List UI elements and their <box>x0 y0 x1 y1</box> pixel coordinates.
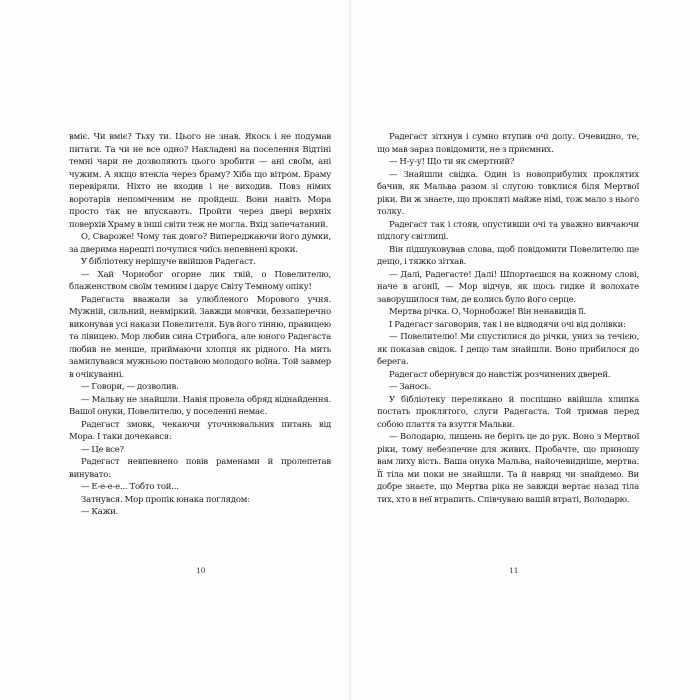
paragraph: — Н-у-у! Що ти як смертний? <box>389 157 515 167</box>
paragraph: Він підшуковував слова, щоб повідомити Повелителю ще дещо, і тяжко зітхав. <box>377 244 639 267</box>
paragraph: — Кажи. <box>81 507 119 517</box>
paragraph: — Це все? <box>81 444 124 455</box>
paragraph: — Мальву не знайшли. Навія провела обряд віднайдення. Вашої онуки, Повелителю, у поселенні немає. <box>69 394 331 417</box>
paragraph: Радегаст змовк, чекаючи уточнювальних питань від Мора. І таки дочекався: <box>69 419 331 442</box>
paragraph: У бібліотеку нерішуче ввійшов Радегаст. <box>81 257 256 267</box>
paragraph: І Радегаст заговорив, так і не відводячи очі від долівки: <box>389 319 626 330</box>
paragraph: Затнувся. Мор пропік юнака поглядом: <box>81 494 250 505</box>
right-page <box>377 131 639 506</box>
paragraph: Радегаст обернувся до навстіж розчинених дверей. <box>389 369 611 380</box>
paragraph: Мертва річка. О, Чорнобоже! Він ненавидів її. <box>389 307 586 317</box>
paragraph: — Хай Чорнобог огорне лик твій, о Повелителю, блаженством своїм темним і дарує Світу Темному опіку! <box>69 269 331 292</box>
paragraph: У бібліотеку перелякано й поспішно ввійшла хлипка постать проклятого, слуги Радегаста. Той тримав перед собою плаття та взуття Мальви. <box>377 394 639 430</box>
paragraph: Радегаст так і стояв, опустивши очі та уважно вивчаючи підлогу світлиці. <box>377 219 639 242</box>
paragraph: О, Свароже! Чому так довго? Випереджаючи його думки, за дверима нарешті почулися чиїсь непевнені кроки. <box>69 232 331 255</box>
paragraph: — Занось. <box>389 382 432 392</box>
paragraph: Радегаст невпевнено повів раменами й пролепетав винувато: <box>69 457 331 480</box>
paragraph: — Знайшли свідка. Один із новоприбулих проклятих бачив, як Мальва разом зі слугою товклися біля Мертвої ріки. Ви ж знаєте, що прокляті майже німі, тож мало з нього толку. <box>377 169 639 217</box>
paragraph: — Е-е-е-е... Тобто той... <box>81 482 179 492</box>
left-page-number: 10 <box>196 566 206 575</box>
paragraph: Радегаста вважали за улюбленого Морового учня. Мужній, сильний, невміркий. Завжди мовчки, беззаперечно виконував усі накази Повелителя. Був його тінню, правицею та лівицею. Мор любив сина Стрибога, але юного Радегаста любив не менше, приймаючи хлопця як рідного. На мить замилувався мужньою поставою молодого воїна. Той завмер в очікуванні. <box>69 294 331 380</box>
paragraph: — Далі, Радегасте! Далі! Шпортаєшся на кожному слові, наче в агонії, — Мор відчув, як щось гидке й волохате заворушилося там, де колись було його серце. <box>377 269 639 305</box>
paragraph: вміє. Чи вміє? Тьху ти. Цього не знав. Якось і не подумав питати. Та чи не все одно? Накладені на поселення Відтіні темні чари не дозволяють цього зробити — ані своїм, ані чужим. А якщо втекла через браму? Хіба що вітром. Браму перевіряли. Ніхто не входив і не виходив. Повз німих воротарів непоміченим не пройдеш. Вони навіть Мора просто так не впускають. Пройти через двері верхніх поверхів Храму в інші світи теж не могла. Вхід запечатаний. <box>69 132 331 230</box>
left-page <box>69 131 331 519</box>
paragraph: — Повелителю! Ми спустилися до річки, униз за течією, як показав свідок. І дещо там знайшли. Воно прибилося до берега. <box>377 332 639 367</box>
book-gutter <box>349 0 351 700</box>
right-page-number: 11 <box>509 566 519 575</box>
paragraph: Радегаст зітхнув і сумно втупив очі долу. Очевидно, те, що мав зараз повідомити, не з приємних. <box>377 132 639 155</box>
paragraph: — Володарю, лишень не беріть це до рук. Воно з Мертвої ріки, тому небезпечне для живих. Пробачте, що приношу вам лиху вість. Ваша онука Мальва, найочевидніше, мертва. Її тіла ми поки не знайшли. Та й навряд чи знайдемо. Ви добре знаєте, що Мертва ріка не завжди вертає назад тіла тих, хто в неї втрапить. Співчуваю вашій втраті, Володарю. <box>377 432 639 505</box>
paragraph: — Говори, — дозволив. <box>81 382 179 392</box>
